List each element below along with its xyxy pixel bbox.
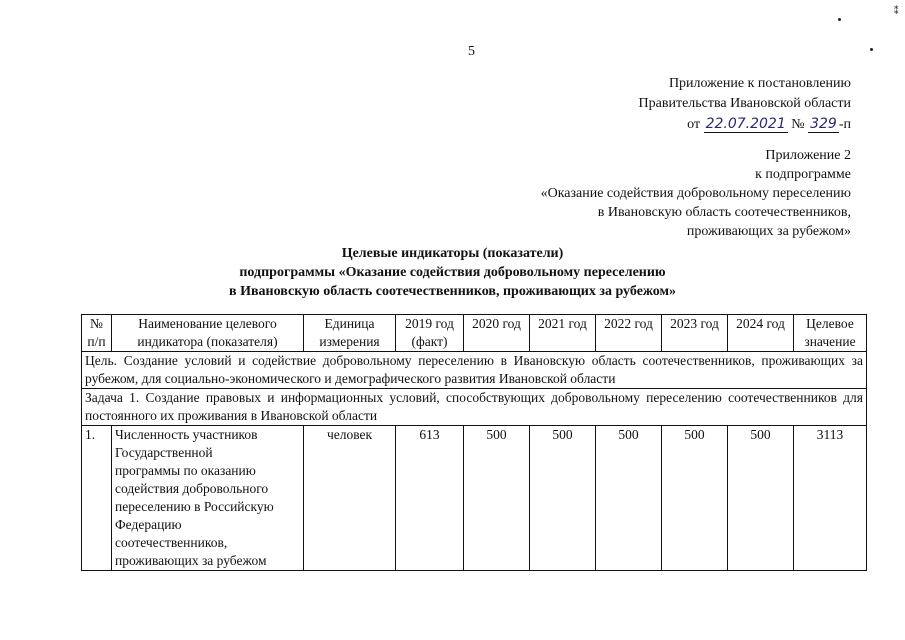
goal-cell: Цель. Создание условий и содействие добровольному переселению в Ивановскую область соотечественников, проживающих за рубежом, для социально-экономического и демографического развития Ивановской области — [82, 352, 867, 389]
scan-corner-mark: ⁑ — [894, 6, 899, 16]
indicator-name-line: Численность участников — [115, 427, 258, 442]
row-number-cell: 1. — [82, 426, 112, 571]
appendix-main-block — [639, 74, 851, 135]
document-title — [0, 244, 905, 301]
header-cell: Наименование целевого индикатора (показателя) — [112, 315, 304, 352]
title-line1: Целевые индикаторы (показатели) — [341, 246, 564, 261]
handwritten-number: 329 — [810, 116, 837, 132]
target-value-cell: 3113 — [794, 426, 867, 571]
indicator-name-line: проживающих за рубежом — [115, 553, 267, 568]
table-header-row — [82, 315, 867, 352]
indicator-name-cell — [112, 426, 304, 571]
appendix-sub-line2: к подпрограмме — [755, 167, 851, 182]
appendix-sub-line5: проживающих за рубежом» — [686, 224, 851, 239]
indicator-name-line: Федерацию — [115, 517, 182, 532]
value-2020-cell: 500 — [464, 426, 530, 571]
indicator-name-line: соотечественников, — [115, 535, 228, 550]
task-row — [82, 389, 867, 426]
goal-row — [82, 352, 867, 389]
handwritten-date: 22.07.2021 — [705, 116, 786, 132]
header-cell: 2023 год — [662, 315, 728, 352]
appendix-main-line1: Приложение к постановлению — [668, 76, 851, 91]
indicator-name-line: Государственной — [115, 445, 213, 460]
scan-dot — [870, 48, 873, 51]
appendix-sub-line4: в Ивановскую область соотечественников, — [597, 205, 851, 220]
appendix-main-line2: Правительства Ивановской области — [638, 96, 851, 111]
indicators-table — [81, 314, 867, 571]
header-cell: 2022 год — [596, 315, 662, 352]
appendix-sub-line1: Приложение 2 — [765, 148, 851, 163]
header-cell: № п/п — [82, 315, 112, 352]
appendix-sub-block — [541, 146, 851, 241]
title-line2: подпрограммы «Оказание содействия добровольному переселению — [239, 265, 666, 280]
header-cell: 2020 год — [464, 315, 530, 352]
header-cell: Целевое значение — [794, 315, 867, 352]
title-line3: в Ивановскую область соотечественников, проживающих за рубежом» — [229, 284, 676, 299]
date-prefix: от — [687, 117, 701, 132]
header-cell: 2021 год — [530, 315, 596, 352]
value-2021-cell: 500 — [530, 426, 596, 571]
value-2022-cell: 500 — [596, 426, 662, 571]
task-cell: Задача 1. Создание правовых и информационных условий, способствующих добровольному переселению соотечественников для постоянного их проживания в Ивановской области — [82, 389, 867, 426]
value-2023-cell: 500 — [662, 426, 728, 571]
indicator-name-line: программы по оказанию — [115, 463, 256, 478]
value-2024-cell: 500 — [728, 426, 794, 571]
number-suffix: -п — [838, 117, 851, 132]
indicator-name-line: содействия добровольного — [115, 481, 269, 496]
appendix-sub-line3: «Оказание содействия добровольному переселению — [540, 186, 851, 201]
appendix-main-date-line — [639, 114, 851, 135]
unit-cell: человек — [304, 426, 396, 571]
header-cell: 2019 год (факт) — [396, 315, 464, 352]
scan-dot — [838, 18, 841, 21]
value-2019-cell: 613 — [396, 426, 464, 571]
number-sign: № — [791, 117, 805, 132]
indicator-name-line: переселению в Российскую — [115, 499, 274, 514]
header-cell: Единица измерения — [304, 315, 396, 352]
table-row — [82, 426, 867, 571]
header-cell: 2024 год — [728, 315, 794, 352]
page-number: 5 — [468, 44, 475, 59]
